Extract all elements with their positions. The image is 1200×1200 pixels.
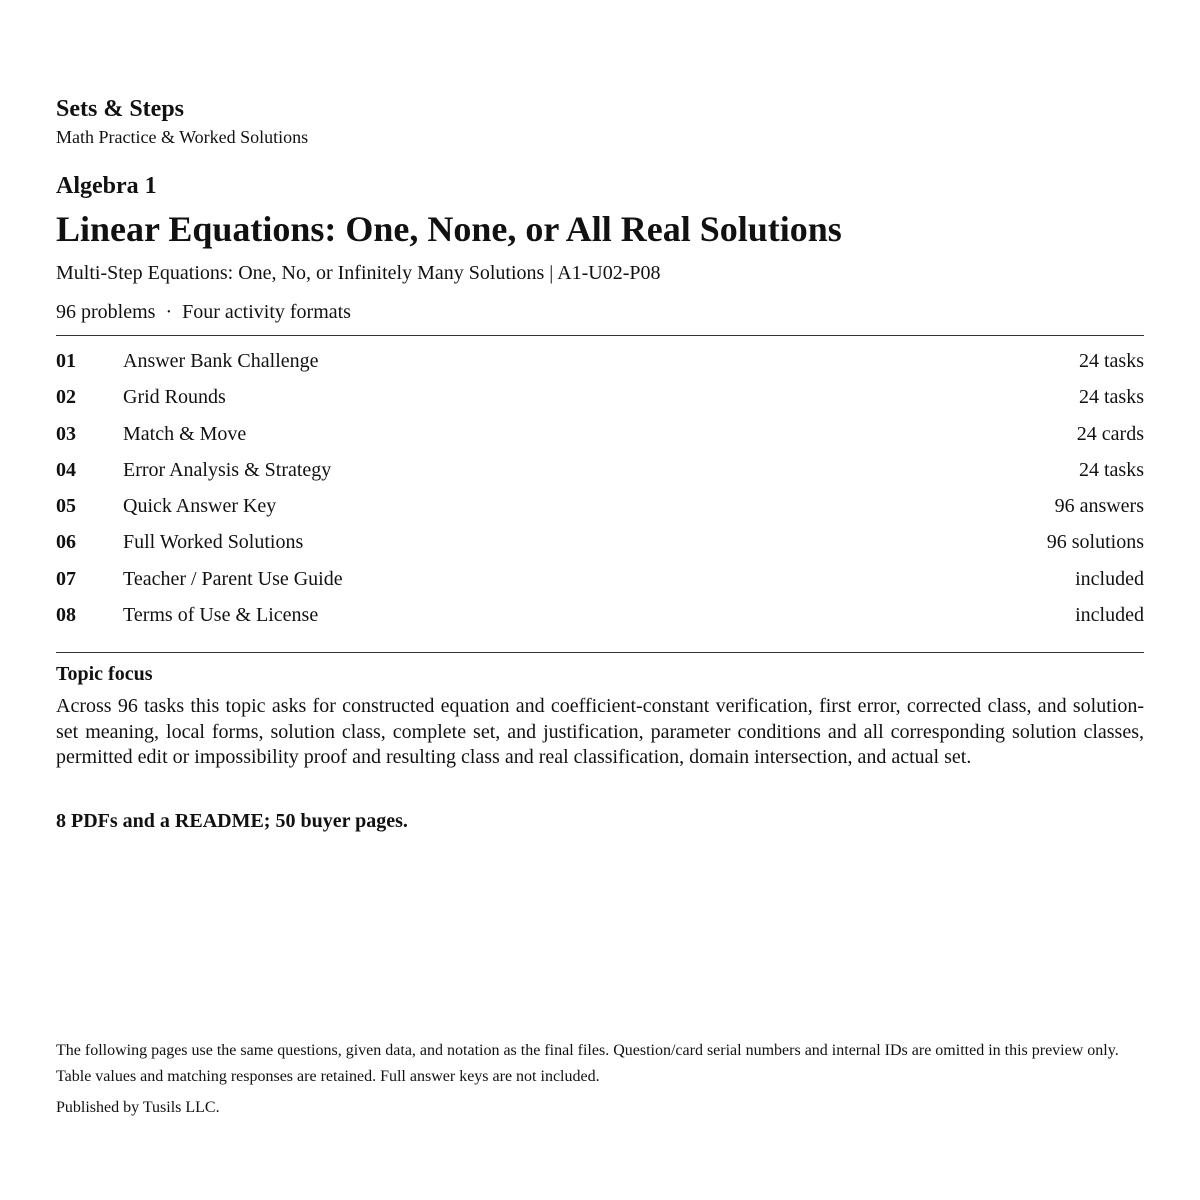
contents-count: 24 cards	[1076, 422, 1144, 445]
contents-label: Answer Bank Challenge	[123, 350, 319, 372]
contents-number: 06	[56, 531, 76, 554]
contents-label: Quick Answer Key	[123, 495, 277, 518]
contents-number: 07	[56, 567, 76, 590]
page-subtitle: Multi-Step Equations: One, No, or Infinitely Many Solutions | A1-U02-P08	[56, 262, 661, 284]
meta-separator: ·	[165, 301, 173, 323]
contents-number: 08	[56, 604, 76, 627]
contents-count: 96 answers	[1054, 495, 1144, 518]
divider-top	[56, 335, 1144, 336]
contents-number: 02	[56, 386, 76, 409]
contents-count: 24 tasks	[1079, 386, 1144, 409]
preview-note: The following pages use the same questions, given data, and notation as the final files. Question/card serial numbers and internal IDs are omitted in this preview only. Table values and matching responses are retained. Full answer keys are not included.	[56, 1042, 1119, 1085]
contents-row	[56, 488, 1144, 524]
contents-label: Teacher / Parent Use Guide	[123, 567, 343, 590]
contents-row	[56, 416, 1144, 452]
contents-label: Terms of Use & License	[123, 604, 319, 627]
contents-number: 04	[56, 458, 76, 481]
contents-row	[56, 343, 1144, 379]
contents-count: included	[1075, 567, 1144, 590]
publisher-credit: Published by Tusils LLC.	[56, 1099, 220, 1116]
brand-tagline: Math Practice & Worked Solutions	[56, 127, 309, 147]
contents-label: Error Analysis & Strategy	[123, 458, 332, 481]
topic-focus-text: Across 96 tasks this topic asks for constructed equation and coefficient-constant verification, first error, corrected class, and solution-set meaning, local forms, solution class, complete set, and justification, parameter conditions and all corresponding solution classes, permitted edit or impossibility proof and resulting class and real classification, domain intersection, and actual set.	[56, 695, 1144, 768]
page-title: Linear Equations: One, None, or All Real Solutions	[56, 209, 842, 249]
contents-count: 24 tasks	[1079, 458, 1144, 481]
course-name: Algebra 1	[56, 173, 157, 199]
contents-count: 96 solutions	[1046, 531, 1144, 554]
problem-count: 96 problems	[56, 301, 156, 323]
product-meta	[56, 300, 351, 324]
contents-row	[56, 524, 1144, 560]
contents-label: Match & Move	[123, 422, 247, 445]
contents-number: 01	[56, 350, 76, 372]
contents-row	[56, 561, 1144, 597]
contents-list	[56, 343, 1144, 633]
contents-count: included	[1075, 604, 1144, 627]
files-note: 8 PDFs and a README; 50 buyer pages.	[56, 810, 408, 832]
contents-row	[56, 597, 1144, 633]
divider-bottom	[56, 652, 1144, 653]
contents-label: Full Worked Solutions	[123, 531, 304, 554]
contents-label: Grid Rounds	[123, 386, 226, 409]
contents-row	[56, 452, 1144, 488]
contents-row	[56, 379, 1144, 415]
contents-number: 03	[56, 422, 76, 445]
contents-number: 05	[56, 495, 76, 518]
contents-count: 24 tasks	[1079, 350, 1144, 372]
brand-name: Sets & Steps	[56, 96, 185, 122]
topic-focus-heading: Topic focus	[56, 663, 153, 685]
format-count: Four activity formats	[182, 301, 351, 323]
